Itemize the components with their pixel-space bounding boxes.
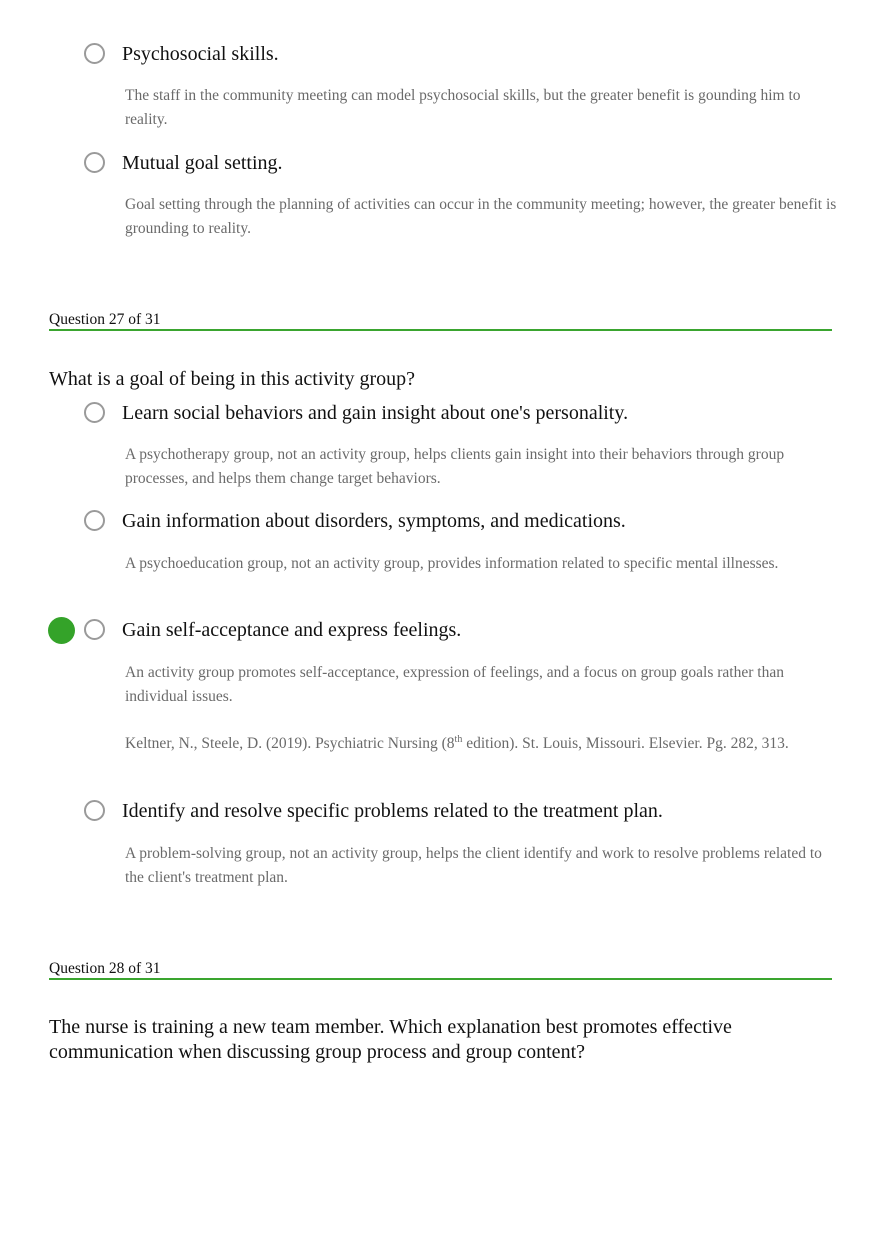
option-label: Mutual goal setting. — [122, 152, 283, 174]
option-feedback: A psychoeducation group, not an activity group, provides information related to specific mental illnesses. — [125, 555, 779, 572]
question-prompt: What is a goal of being in this activity group? — [49, 368, 416, 390]
option-label: Gain self-acceptance and express feelings. — [122, 619, 462, 641]
option-feedback: A problem-solving group, not an activity group, helps the client identify and work to resolve problems related to the client's treatment plan. — [125, 845, 822, 886]
answer-option[interactable] — [84, 798, 840, 828]
radio-button[interactable] — [84, 402, 105, 423]
option-feedback: An activity group promotes self-acceptance, expression of feelings, and a focus on group goals rather than individual issues. — [125, 664, 784, 705]
answer-option[interactable] — [84, 400, 840, 430]
answer-option-selected[interactable] — [84, 617, 840, 647]
option-feedback: The staff in the community meeting can model psychosocial skills, but the greater benefit is gounding him to reality. — [125, 87, 801, 128]
reference-text-end: edition). St. Louis, Missouri. Elsevier. Pg. 282, 313. — [462, 735, 789, 752]
radio-button[interactable] — [84, 619, 105, 640]
question-prompt: The nurse is training a new team member. Which explanation best promotes effective communication when discussing group process and group content? — [49, 1016, 732, 1063]
reference-citation — [125, 732, 840, 756]
option-label: Psychosocial skills. — [122, 43, 279, 65]
radio-button[interactable] — [84, 800, 105, 821]
reference-superscript: th — [454, 733, 463, 745]
answer-option[interactable] — [84, 150, 840, 180]
radio-button[interactable] — [84, 510, 105, 531]
reference-text-start: Keltner, N., Steele, D. (2019). Psychiatric Nursing (8 — [125, 735, 455, 752]
option-label: Learn social behaviors and gain insight about one's personality. — [122, 402, 629, 424]
question-header: Question 28 of 31 — [49, 960, 161, 977]
answer-option[interactable] — [84, 508, 840, 538]
option-label: Gain information about disorders, symptoms, and medications. — [122, 510, 626, 532]
question-header: Question 27 of 31 — [49, 311, 161, 328]
selected-answer-indicator — [48, 617, 75, 644]
question-divider — [49, 329, 832, 331]
radio-button[interactable] — [84, 152, 105, 173]
question-divider — [49, 978, 832, 980]
radio-button[interactable] — [84, 43, 105, 64]
option-feedback: Goal setting through the planning of activities can occur in the community meeting; however, the greater benefit is grounding to reality. — [125, 196, 837, 237]
option-label: Identify and resolve specific problems related to the treatment plan. — [122, 800, 663, 822]
answer-option[interactable] — [84, 41, 840, 71]
option-feedback: A psychotherapy group, not an activity group, helps clients gain insight into their behaviors through group processes, and helps them change target behaviors. — [125, 446, 785, 487]
